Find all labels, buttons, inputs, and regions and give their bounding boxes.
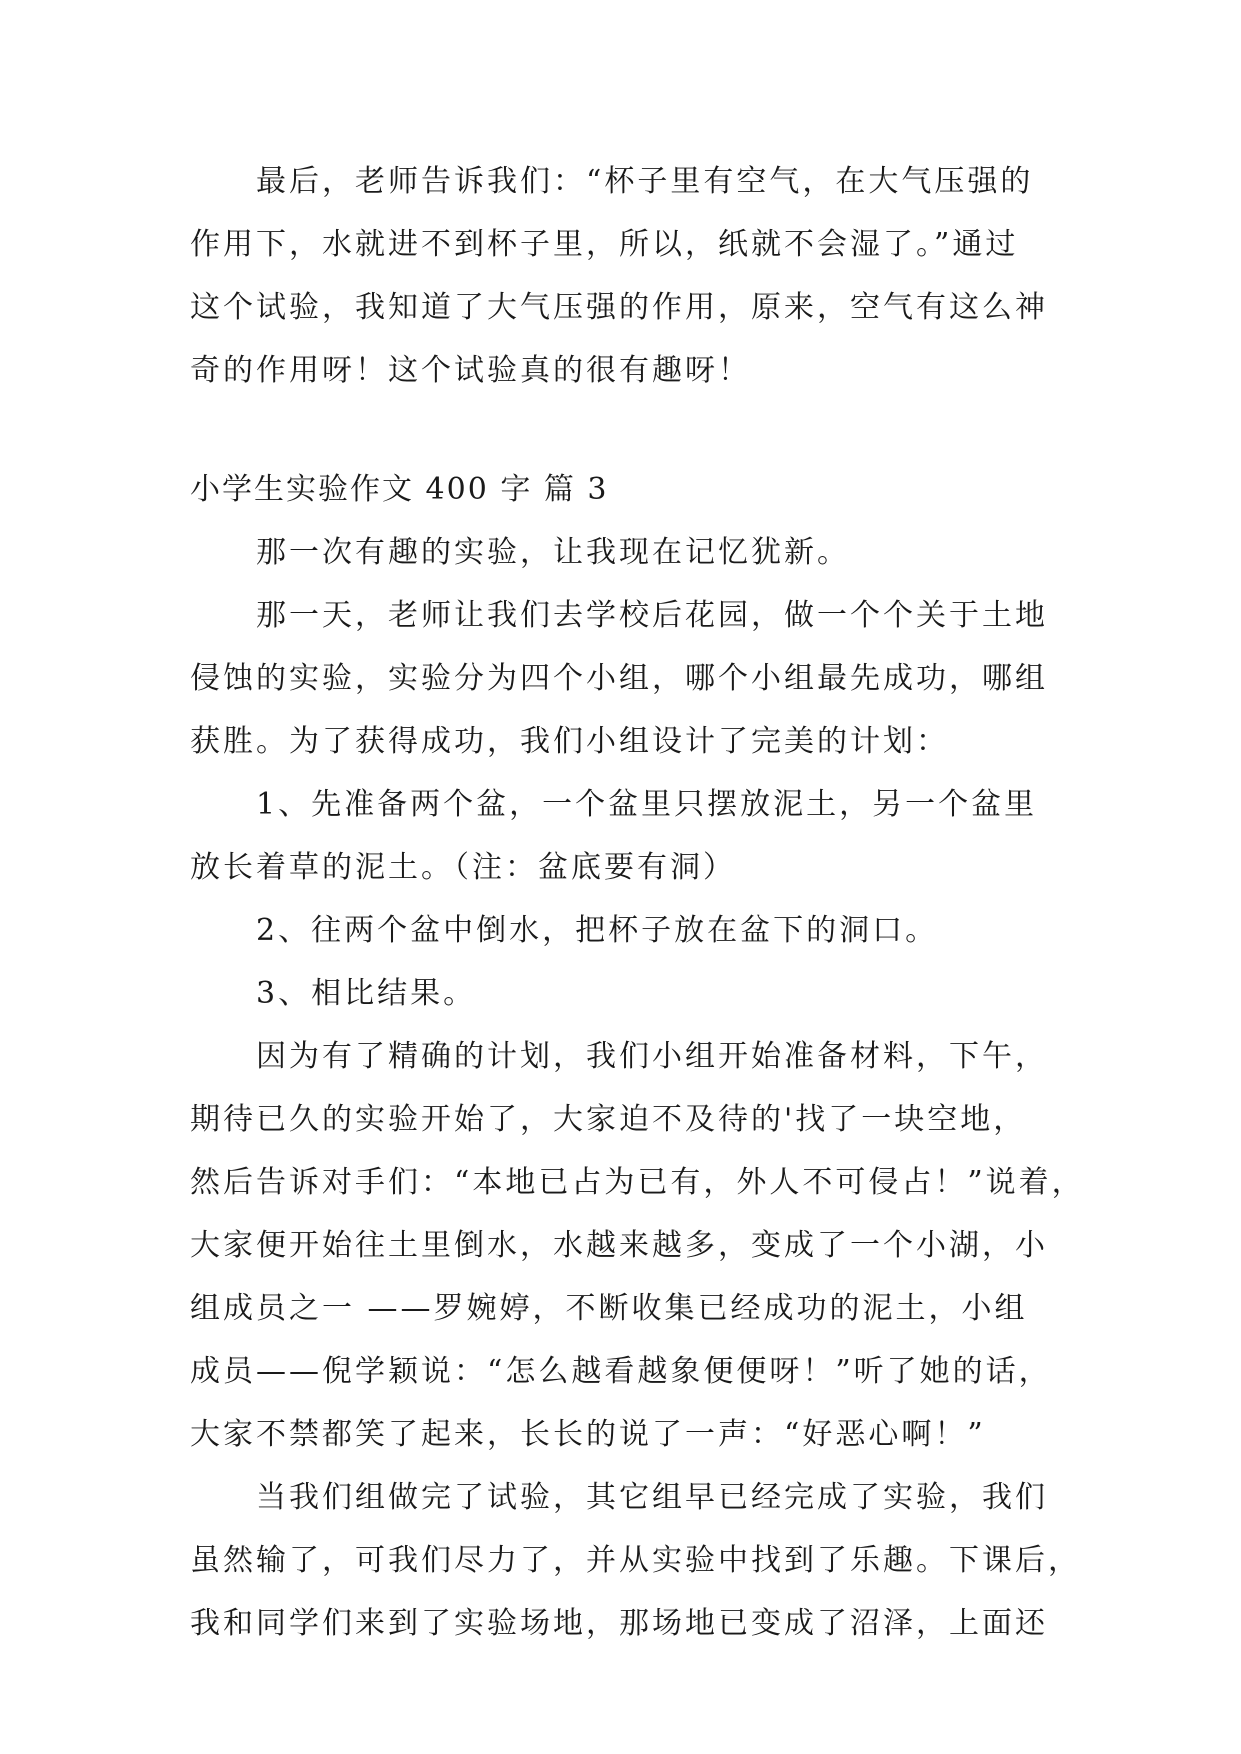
paragraph: [190, 150, 1060, 402]
text-line: 大家便开始往土里倒水，水越来越多，变成了一个小湖，小: [190, 1228, 1048, 1263]
paragraph: [190, 584, 1060, 773]
paragraph: [190, 1025, 1085, 1466]
text-line: 虽然输了，可我们尽力了，并从实验中找到了乐趣。下课后，: [190, 1543, 1081, 1578]
text-line: 2、往两个盆中倒水，把杯子放在盆下的洞口。: [256, 913, 939, 948]
text-line: 成员——倪学颖说：“怎么越看越象便便呀！”听了她的话，: [190, 1354, 1052, 1389]
text-line: 当我们组做完了试验，其它组早已经完成了实验，我们: [256, 1480, 1048, 1515]
text-line: 最后，老师告诉我们：“杯子里有空气，在大气压强的: [256, 164, 1034, 199]
paragraph: [190, 773, 1060, 899]
text-line: 然后告诉对手们：“本地已占为已有，外人不可侵占！”说着，: [190, 1165, 1085, 1200]
paragraph: [190, 521, 1060, 584]
text-line: 3、相比结果。: [256, 976, 477, 1011]
paragraph: [190, 1466, 1081, 1655]
text-line: 这个试验，我知道了大气压强的作用，原来，空气有这么神: [190, 290, 1048, 325]
text-line: 大家不禁都笑了起来，长长的说了一声：“好恶心啊！”: [190, 1417, 986, 1452]
text-line: 期待已久的实验开始了，大家迫不及待的'找了一块空地，: [190, 1102, 1027, 1137]
text-line: 那一次有趣的实验，让我现在记忆犹新。: [256, 535, 850, 570]
text-line: 放长着草的泥土。（注：盆底要有洞）: [190, 850, 736, 885]
section-heading: 小学生实验作文 400 字 篇 3: [190, 472, 609, 507]
paragraph: [190, 899, 1060, 962]
spacer: [190, 402, 1060, 458]
text-line: 因为有了精确的计划，我们小组开始准备材料，下午，: [256, 1039, 1048, 1074]
text-line: 那一天，老师让我们去学校后花园，做一个个关于土地: [256, 598, 1048, 633]
text-line: 侵蚀的实验，实验分为四个小组，哪个小组最先成功，哪组: [190, 661, 1048, 696]
text-line: 作用下，水就进不到杯子里，所以，纸就不会湿了。”通过: [190, 227, 1019, 262]
text-line: 1、先准备两个盆，一个盆里只摆放泥土，另一个盆里: [256, 787, 1038, 822]
document-body: [190, 150, 1085, 1655]
paragraph: [190, 962, 1060, 1025]
text-line: 奇的作用呀！这个试验真的很有趣呀！: [190, 353, 751, 388]
text-line: 我和同学们来到了实验场地，那场地已变成了沼泽，上面还: [190, 1606, 1048, 1641]
text-line: 获胜。为了获得成功，我们小组设计了完美的计划：: [190, 724, 949, 759]
text-line: 组成员之一 ——罗婉婷，不断收集已经成功的泥土，小组: [190, 1291, 1028, 1326]
